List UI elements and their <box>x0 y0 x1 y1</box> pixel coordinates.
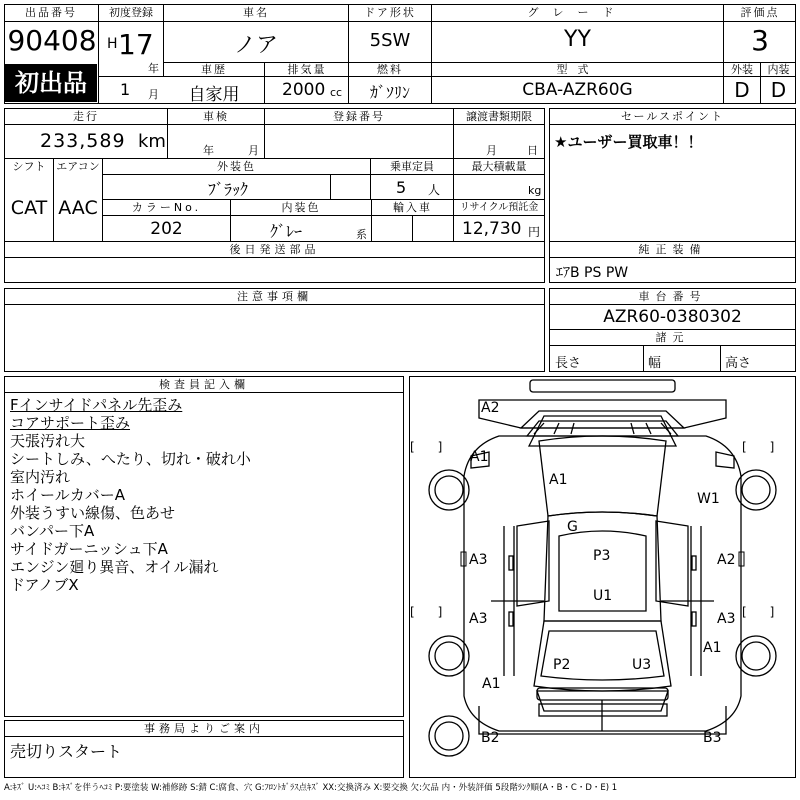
damage-mark: A3 <box>469 552 488 568</box>
office-text: 売切りスタート <box>10 742 123 761</box>
ext-grade: D <box>734 78 750 102</box>
chassis-label: 車台番号 <box>638 290 707 303</box>
sales-point-label: セールスポイント <box>620 110 724 123</box>
note-line: 室内汚れ <box>10 468 71 486</box>
recycle-label: リサイクル預託金 <box>459 202 539 213</box>
kg-unit: kg <box>528 184 542 197</box>
damage-mark: A1 <box>482 676 501 692</box>
first-listing-badge: 初出品 <box>5 64 97 102</box>
bracket-left-bot: [ ] <box>410 605 443 619</box>
reg-year: 17 <box>118 28 154 61</box>
note-line: コアサポート歪み <box>10 414 131 432</box>
yen-unit: 円 <box>528 225 541 239</box>
interior-color-label: 内装色 <box>281 201 321 214</box>
era: H <box>107 36 118 52</box>
sales-point: ★ユーザー買取車！！ <box>554 133 703 151</box>
km-unit: km <box>138 131 166 152</box>
color-no-label: カラーNo. <box>131 201 202 214</box>
ac-label: エアコン <box>56 160 100 173</box>
height-label: 高さ <box>725 356 752 371</box>
mileage-label: 走行 <box>73 110 99 123</box>
inspector-notes <box>10 396 251 594</box>
office-label: 事務局よりご案内 <box>144 722 264 735</box>
month-unit: 月 <box>148 88 159 101</box>
length-label: 長さ <box>555 356 582 371</box>
reg-no-label: 登録番号 <box>333 110 385 123</box>
damage-mark: A3 <box>717 611 736 627</box>
capacity-unit: 人 <box>428 183 441 197</box>
note-line: バンパー下A <box>10 522 95 540</box>
note-line: ホイールカバーA <box>10 486 125 504</box>
lot-label: 出品番号 <box>25 6 77 19</box>
reg-month: 1 <box>120 80 131 99</box>
damage-mark: U1 <box>593 588 613 604</box>
damage-mark: A1 <box>470 449 489 465</box>
note-line: ドアノブX <box>10 576 79 594</box>
history-label: 車歴 <box>201 63 227 76</box>
interior-unit: 系 <box>356 228 367 241</box>
load-label: 最大積載量 <box>471 160 527 173</box>
damage-mark: P2 <box>553 657 571 673</box>
score: 3 <box>751 24 769 57</box>
damage-mark: P3 <box>593 548 611 564</box>
damage-mark: A3 <box>469 611 488 627</box>
damage-mark: A2 <box>717 552 736 568</box>
fuel-label: 燃料 <box>377 63 403 76</box>
note-line: シートしみ、へたり、切れ・破れ小 <box>10 450 251 468</box>
color-no: 202 <box>150 219 183 239</box>
int-grade: D <box>770 78 787 102</box>
equipment: ｴｱB PS PW <box>556 265 629 281</box>
car-name-label: 車名 <box>243 6 269 19</box>
door-label: ドア形状 <box>364 6 416 19</box>
damage-mark: A1 <box>549 472 568 488</box>
inspector-label: 検査員記入欄 <box>159 378 249 391</box>
equipment-label: 純正装備 <box>638 243 707 256</box>
later-parts-label: 後日発送部品 <box>229 243 320 256</box>
shift: CAT <box>10 197 48 219</box>
legend: A:ｷｽﾞ U:ﾍｺﾐ B:ｷｽﾞを伴うﾍｺﾐ P:要塗装 W:補修跡 S:錆 C:腐食、穴 G:ﾌﾛﾝﾄｶﾞﾗｽ点ｷｽﾞ XX:交換済み X:要交換 欠:欠品 内・外装評価 5段階ﾗﾝｸ順(A・B・C・D・E) 1 <box>4 783 618 793</box>
damage-mark: W1 <box>697 491 720 507</box>
car-name: ノア <box>233 33 278 58</box>
caution-label: 注意事項欄 <box>237 290 312 303</box>
door-type: 5SW <box>369 30 411 51</box>
first-reg-label: 初度登録 <box>109 6 153 19</box>
damage-mark: B3 <box>703 730 722 746</box>
bracket-left-top: [ ] <box>410 440 443 454</box>
model-label: 型式 <box>556 63 599 76</box>
note-line: サイドガーニッシュ下A <box>10 540 168 558</box>
width-label: 幅 <box>648 356 662 371</box>
dims-label: 諸元 <box>655 331 690 344</box>
capacity-label: 乗車定員 <box>390 160 434 173</box>
note-line: 外装うすい線傷、色あせ <box>10 504 176 522</box>
color-label: 外装色 <box>217 160 256 173</box>
damage-mark: A2 <box>481 400 500 416</box>
fuel: ｶﾞｿﾘﾝ <box>369 83 410 102</box>
grade: YY <box>564 27 591 52</box>
displacement: 2000 <box>282 80 326 100</box>
transfer-label: 譲渡書類期限 <box>466 110 532 123</box>
cc-unit: cc <box>330 86 343 99</box>
note-line: エンジン廻り異音、オイル漏れ <box>10 558 219 576</box>
year-unit: 年 <box>148 62 159 75</box>
lot-number: 90408 <box>7 24 97 57</box>
ext-label: 外装 <box>731 63 753 76</box>
transfer-day-unit: 日 <box>527 144 538 157</box>
ac: AAC <box>58 197 98 219</box>
inspection-label: 車検 <box>203 110 229 123</box>
mileage: 233,589 <box>40 130 126 152</box>
int-label: 内装 <box>767 63 790 76</box>
import-label: 輸入車 <box>393 201 432 214</box>
displacement-label: 排気量 <box>287 63 327 76</box>
exterior-color: ﾌﾞﾗｯｸ <box>207 180 248 199</box>
note-line: Fインサイドパネル先歪み <box>10 396 183 414</box>
note-line: 天張汚れ大 <box>10 432 86 450</box>
capacity: 5 <box>396 178 407 197</box>
insp-month-unit: 月 <box>248 144 259 157</box>
recycle-fee: 12,730 <box>462 219 522 239</box>
damage-mark: A1 <box>703 640 722 656</box>
damage-mark: B2 <box>481 730 500 746</box>
bracket-right-bot: [ ] <box>742 605 775 619</box>
score-label: 評価点 <box>740 6 780 19</box>
shift-label: シフト <box>12 160 46 173</box>
insp-year-unit: 年 <box>203 144 214 157</box>
car-diagram-svg <box>409 376 796 778</box>
damage-mark: G <box>567 519 578 535</box>
history: 自家用 <box>188 85 240 105</box>
transfer-month-unit: 月 <box>486 144 497 157</box>
chassis-number: AZR60-0380302 <box>603 307 742 327</box>
grade-label: グレード <box>527 6 628 19</box>
damage-mark: U3 <box>632 657 652 673</box>
bracket-right-top: [ ] <box>742 440 775 454</box>
interior-color: ｸﾞﾚｰ <box>270 222 303 241</box>
model: CBA-AZR60G <box>522 80 633 100</box>
